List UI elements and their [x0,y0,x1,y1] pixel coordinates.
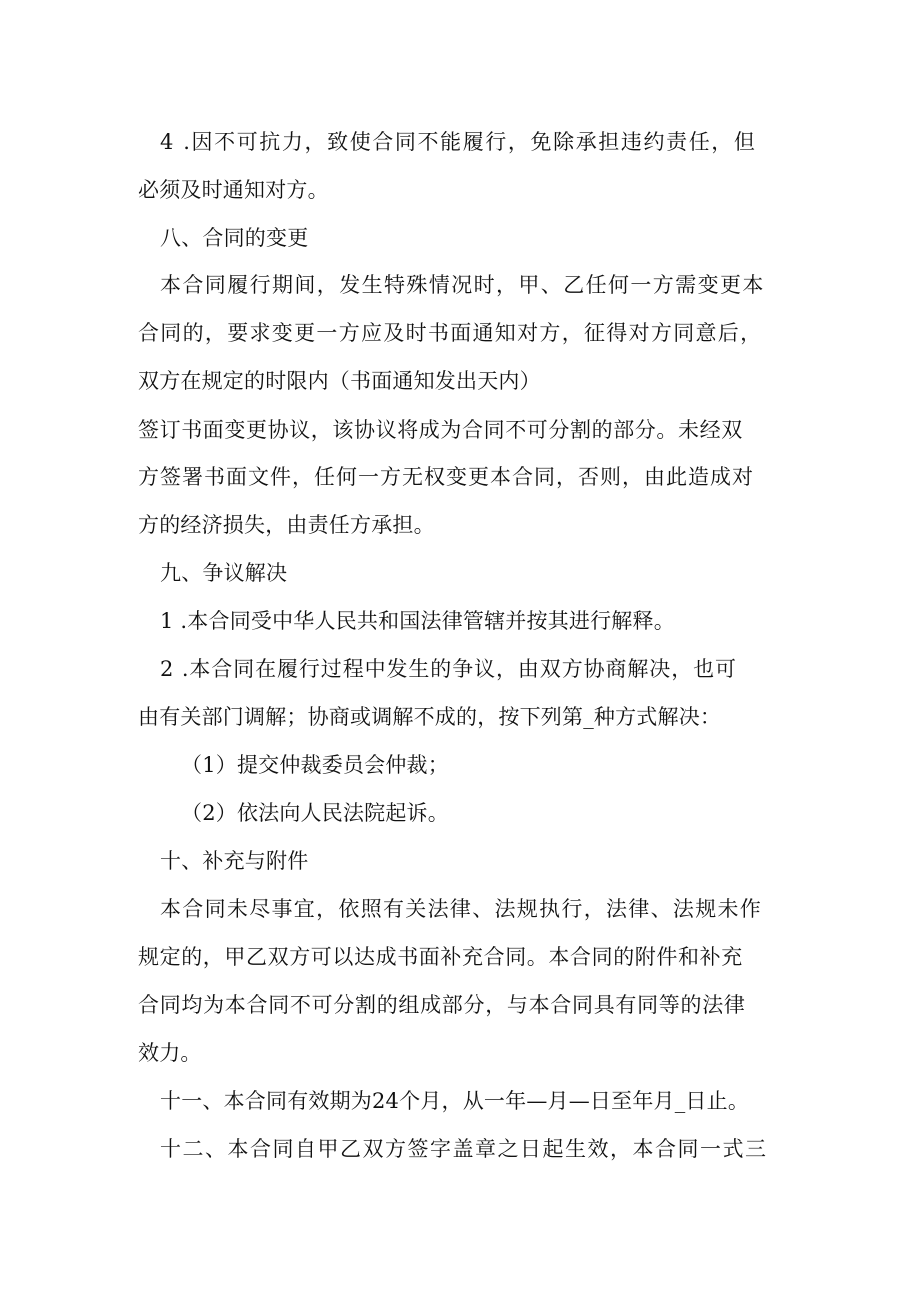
supplements-line-3: 合同均为本合同不可分割的组成部分，与本合同具有同等的法律 [138,993,746,1017]
contract-change-line-3: 双方在规定的时限内（书面通知发出天内） [138,369,541,393]
clause-7-4-line-2: 必须及时通知对方。 [138,178,329,202]
contract-change-line-1: 本合同履行期间，发生特殊情况时，甲、乙任何一方需变更本 [160,273,765,297]
dispute-clause-2-line-1: 2 .本合同在履行过程中发生的争议，由双方协商解决，也可 [160,657,737,681]
clause-7-4-line-1: 4 .因不可抗力，致使合同不能履行，免除承担违约责任，但 [160,130,757,154]
section-twelve-effectiveness: 十二、本合同自甲乙双方签字盖章之日起生效，本合同一式三 [160,1137,768,1161]
section-heading-supplements: 十、补充与附件 [160,849,309,873]
contract-change-line-6: 方的经济损失，由责任方承担。 [138,513,435,537]
section-heading-contract-change: 八、合同的变更 [160,226,309,250]
section-eleven-validity-term: 十一、本合同有效期为24个月，从一年—月—日至年月_日止。 [160,1089,750,1113]
contract-change-line-4: 签订书面变更协议，该协议将成为合同不可分割的部分。未经双 [138,418,743,442]
supplements-line-4: 效力。 [138,1041,202,1065]
section-heading-dispute-resolution: 九、争议解决 [160,561,288,585]
supplements-line-2: 规定的，甲乙双方可以达成书面补充合同。本合同的附件和补充 [138,945,743,969]
contract-change-line-5: 方签署书面文件，任何一方无权变更本合同，否则，由此造成对 [138,465,754,489]
dispute-option-1: （1）提交仲裁委员会仲裁； [181,753,449,777]
dispute-clause-2-line-2: 由有关部门调解；协商或调解不成的，按下列第_种方式解决： [138,705,722,729]
contract-change-line-2: 合同的，要求变更一方应及时书面通知对方，征得对方同意后， [138,321,763,345]
dispute-option-2: （2）依法向人民法院起诉。 [181,801,449,825]
supplements-line-1: 本合同未尽事宜，依照有关法律、法规执行，法律、法规未作 [160,897,763,921]
dispute-clause-1: 1 .本合同受中华人民共和国法律管辖并按其进行解释。 [160,609,675,633]
